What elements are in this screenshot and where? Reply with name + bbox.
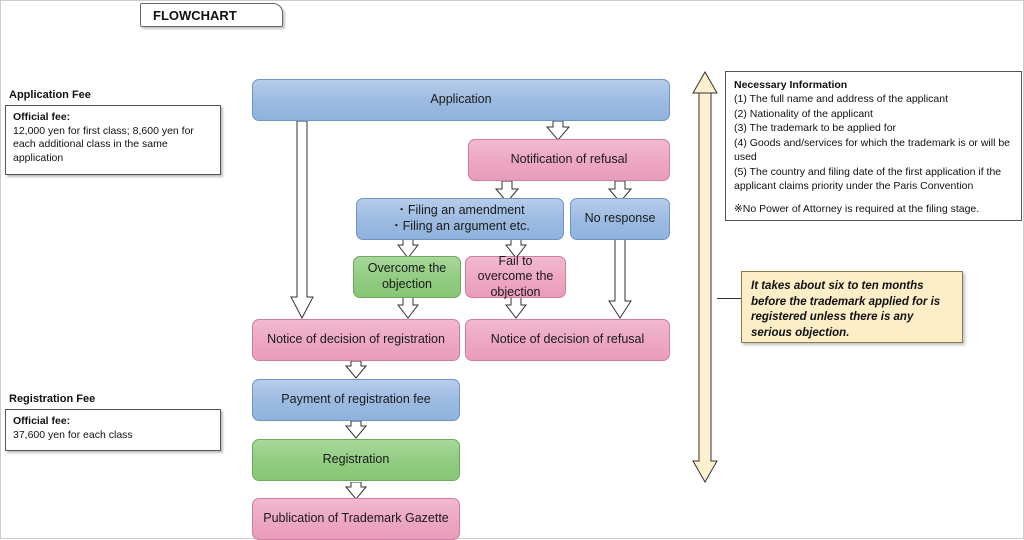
node-notice-of-decision-of-registration[interactable] [252,319,460,361]
timing-note-text: It takes about six to ten months before the trademark applied for is registered unless there is any serious objection. [751,280,941,339]
node-filing-amendment-label-1: ・Filing an amendment [395,203,525,218]
node-no-response[interactable] [570,198,670,240]
node-notification-of-refusal[interactable] [468,139,670,181]
arrow-notice-registration-to-payment [345,361,367,379]
arrow-overall-timeline [691,71,719,483]
application-fee-note [5,105,221,175]
node-registration[interactable] [252,439,460,481]
flowchart-title-tab [140,3,283,27]
application-fee-note-body: 12,000 yen for first class; 8,600 yen for each additional class in the same application [13,124,194,164]
timing-note [741,271,963,343]
node-fail-overcome-objection[interactable] [465,253,566,299]
node-overcome-objection-label: Overcome the objection [367,261,447,291]
registration-fee-label: Registration Fee [9,393,96,405]
node-fail-overcome-objection-label: Fail to overcome the objection [477,253,554,299]
node-notification-of-refusal-label: Notification of refusal [510,152,628,167]
arrow-application-to-notification-refusal [546,121,570,141]
node-notice-of-decision-of-refusal[interactable] [465,319,670,361]
node-application-label: Application [430,92,492,107]
necessary-information-item-5: (5) The country and filing date of the first application if the applicant claims priority under the Paris Convention [734,165,1002,193]
necessary-information-item-4: (4) Goods and/services for which the trademark is or will be used [734,136,1011,164]
necessary-information-item-2: (2) Nationality of the applicant [734,107,873,120]
arrow-no-response-to-notice-refusal [608,239,632,319]
node-overcome-objection[interactable] [353,256,461,298]
necessary-information-item-3: (3) The trademark to be applied for [734,122,897,135]
node-filing-amendment[interactable] [356,198,564,240]
node-registration-label: Registration [322,452,390,467]
node-no-response-label: No response [584,211,656,226]
node-publication-of-trademark-gazette[interactable] [252,498,460,540]
node-application[interactable] [252,79,670,121]
node-filing-amendment-label-2: ・Filing an argument etc. [390,219,530,233]
flowchart-title-label: FLOWCHART [153,7,237,23]
registration-fee-note [5,409,221,451]
arrow-application-to-notice-registration [290,121,314,319]
necessary-information-item-1: (1) The full name and address of the applicant [734,93,949,106]
necessary-information-footnote: ※No Power of Attorney is required at the filing stage. [734,202,980,215]
node-publication-of-trademark-gazette-label: Publication of Trademark Gazette [263,511,449,526]
arrow-payment-to-registration [345,421,367,439]
node-notice-of-decision-of-refusal-label: Notice of decision of refusal [490,332,645,347]
node-payment-of-registration-fee-label: Payment of registration fee [281,392,431,407]
necessary-information-header: Necessary Information [734,79,848,91]
node-notice-of-decision-of-registration-label: Notice of decision of registration [267,332,445,347]
registration-fee-note-header: Official fee: [13,415,71,427]
flowchart-canvas [1,1,1024,540]
application-fee-note-header: Official fee: [13,111,71,123]
arrow-overcome-to-notice-registration [397,297,419,319]
application-fee-label: Application Fee [9,89,91,101]
registration-fee-note-body: 37,600 yen for each class [13,428,133,441]
necessary-information-panel [725,71,1022,221]
node-payment-of-registration-fee[interactable] [252,379,460,421]
